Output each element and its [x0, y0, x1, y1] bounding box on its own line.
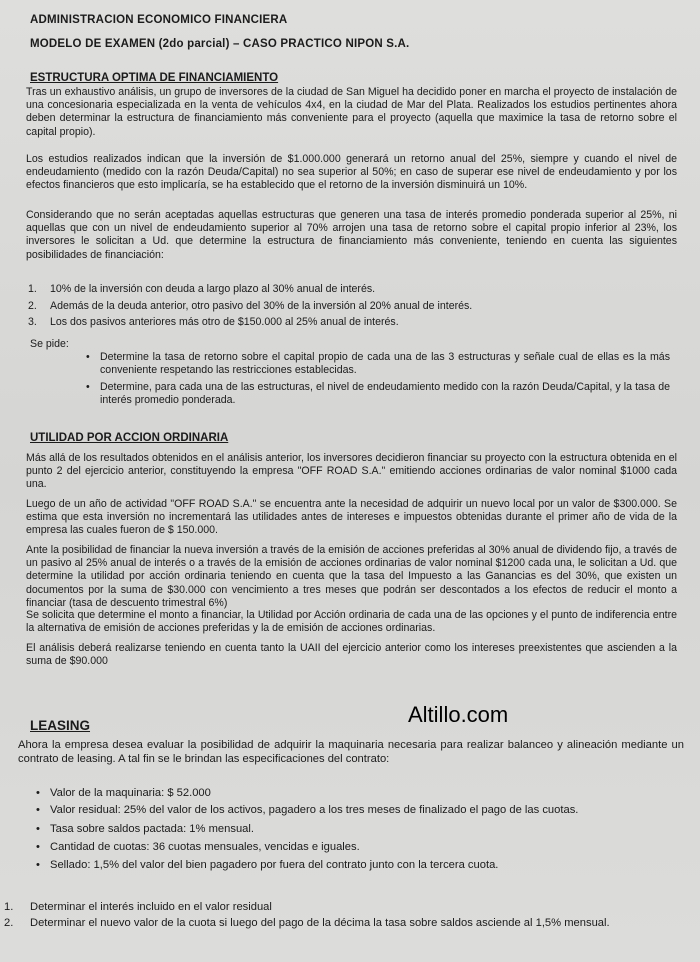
bullet-text: Sellado: 1,5% del valor del bien pagadero por fuera del contrato junto con la tercera cuota. — [50, 859, 499, 871]
bullet-item — [36, 858, 680, 872]
bullet-icon: • — [36, 804, 40, 816]
bullet-item — [36, 840, 680, 854]
list-item-text: Además de la deuda anterior, otro pasivo del 30% de la inversión al 20% anual de interés. — [50, 300, 473, 312]
header-line-1: ADMINISTRACION ECONOMICO FINANCIERA — [30, 14, 288, 26]
paragraph: Los estudios realizados indican que la inversión de $1.000.000 generará un retorno anual del 25%, siempre y cuando el nivel de endeudamiento (medido con la razón Deuda/Capital) no sea superior al 50%; en caso de superar ese nivel de endeudamiento y por los efectos financieros que esto implicaría, se ha establecido que el retorno de la inversión disminuirá un 10%. — [26, 153, 677, 192]
bullet-item — [36, 822, 680, 836]
section-title-leasing: LEASING — [30, 718, 91, 733]
bullet-icon: • — [86, 351, 90, 363]
list-number: 3. — [28, 316, 37, 328]
bullet-text: Cantidad de cuotas: 36 cuotas mensuales, vencidas e iguales. — [50, 841, 360, 853]
bullet-text: Valor residual: 25% del valor de los activos, pagadero a los tres meses de finalizado el pago de las cuotas. — [50, 804, 579, 816]
bullet-item — [86, 381, 670, 407]
paragraph: Considerando que no serán aceptadas aquellas estructuras que generen una tasa de interés promedio ponderada superior al 25%, ni aquellas que con un nivel de endeudamiento superior al 70% arrojen una tasa de retorno sobre el capital propio inferior al 23%, los inversores le solicitan a Ud. que determine la estructura de financiamiento más conveniente, teniendo en cuenta las siguientes posibilidades de financiación: — [26, 209, 677, 261]
se-pide-label: Se pide: — [30, 338, 69, 350]
question-text: Determinar el nuevo valor de la cuota si luego del pago de la décima la tasa sobre saldos asciende al 1,5% mensual. — [30, 917, 610, 929]
header-line-2: MODELO DE EXAMEN (2do parcial) – CASO PRACTICO NIPON S.A. — [30, 38, 410, 50]
paragraph: Ahora la empresa desea evaluar la posibilidad de adquirir la maquinaria necesaria para realizar balanceo y alineación mediante un contrato de leasing. A tal fin se le brindan las especificaciones del contrato: — [18, 739, 684, 765]
paragraph: Luego de un año de actividad "OFF ROAD S.A." se encuentra ante la necesidad de adquirir un nuevo local por un valor de $300.000. Se estima que esta inversión no incrementará las utilidades antes de intereses e impuestos obtenidas durante el primer año de vida de la empresa las cuales fueron de $ 150.000. — [26, 498, 677, 537]
watermark-altillo: Altillo.com — [408, 702, 509, 727]
paragraph: Más allá de los resultados obtenidos en el análisis anterior, los inversores decidieron financiar su proyecto con la estructura obtenida en el punto 2 del ejercicio anterior, constituyendo la empresa "OFF ROAD S.A." emitiendo acciones ordinarias de valor nominal $1000 cada una. — [26, 452, 677, 491]
section-title-utilidad: UTILIDAD POR ACCION ORDINARIA — [30, 432, 229, 444]
list-number: 1. — [28, 283, 37, 295]
question-item — [4, 916, 685, 930]
bullet-text: Valor de la maquinaria: $ 52.000 — [50, 787, 211, 799]
bullet-icon: • — [86, 381, 90, 393]
list-item — [28, 283, 670, 296]
bullet-item — [36, 803, 680, 817]
bullet-icon: • — [36, 841, 40, 853]
bullet-icon: • — [36, 823, 40, 835]
list-number: 2. — [28, 300, 37, 312]
question-number: 2. — [4, 917, 14, 929]
bullet-item — [36, 786, 680, 800]
bullet-item — [86, 351, 670, 377]
bullet-text: Tasa sobre saldos pactada: 1% mensual. — [50, 823, 254, 835]
bullet-text: Determine, para cada una de las estructuras, el nivel de endeudamiento medido con la razón Deuda/Capital, y la tasa de interés promedio ponderada. — [100, 381, 670, 407]
question-item — [4, 900, 685, 914]
list-item-text: 10% de la inversión con deuda a largo plazo al 30% anual de interés. — [50, 283, 376, 295]
bullet-icon: • — [36, 787, 40, 799]
bullet-text: Determine la tasa de retorno sobre el capital propio de cada una de las 3 estructuras y señale cual de ellas es la más conveniente respetando las restricciones establecidas. — [100, 351, 670, 377]
list-item — [28, 316, 670, 329]
paragraph: Ante la posibilidad de financiar la nueva inversión a través de la emisión de acciones preferidas al 30% anual de dividendo fijo, a través de un pasivo al 25% anual de interés o a través de la emisión de acciones ordinarias de valor nominal $1200 cada una, le solicitan a Ud. que determine la utilidad por acción ordinaria teniendo en cuenta que la tasa del Impuesto a las Ganancias es del 30%, que existen un documentos por la suma de $30.000 con vencimiento a tres meses que podrán ser descontados a los efectos de reducir el monto a financiar (tasa de descuento trimestral 6%) — [26, 544, 677, 609]
question-number: 1. — [4, 901, 14, 913]
paragraph: Tras un exhaustivo análisis, un grupo de inversores de la ciudad de San Miguel ha decidido poner en marcha el proyecto de instalación de una concesionaria especializada en la venta de vehículos 4x4, en la ciudad de Mar del Plata. Realizados los estudios pertinentes ahora deben determinar la estructura de financiamiento más conveniente para el proyecto (aquella que maximice la tasa de retorno sobre el capital propio). — [26, 86, 677, 138]
list-item — [28, 300, 670, 313]
bullet-icon: • — [36, 859, 40, 871]
section-title-estructura: ESTRUCTURA OPTIMA DE FINANCIAMIENTO — [30, 72, 279, 84]
paragraph: Se solicita que determine el monto a financiar, la Utilidad por Acción ordinaria de cada una de las opciones y el punto de indiferencia entre la alternativa de emisión de acciones preferidas y la de emisión de acciones ordinarias. — [26, 609, 677, 635]
question-text: Determinar el interés incluido en el valor residual — [30, 901, 272, 913]
paragraph: El análisis deberá realizarse teniendo en cuenta tanto la UAII del ejercicio anterior como los intereses preexistentes que ascienden a la suma de $90.000 — [26, 642, 677, 668]
list-item-text: Los dos pasivos anteriores más otro de $150.000 al 25% anual de interés. — [50, 316, 399, 328]
